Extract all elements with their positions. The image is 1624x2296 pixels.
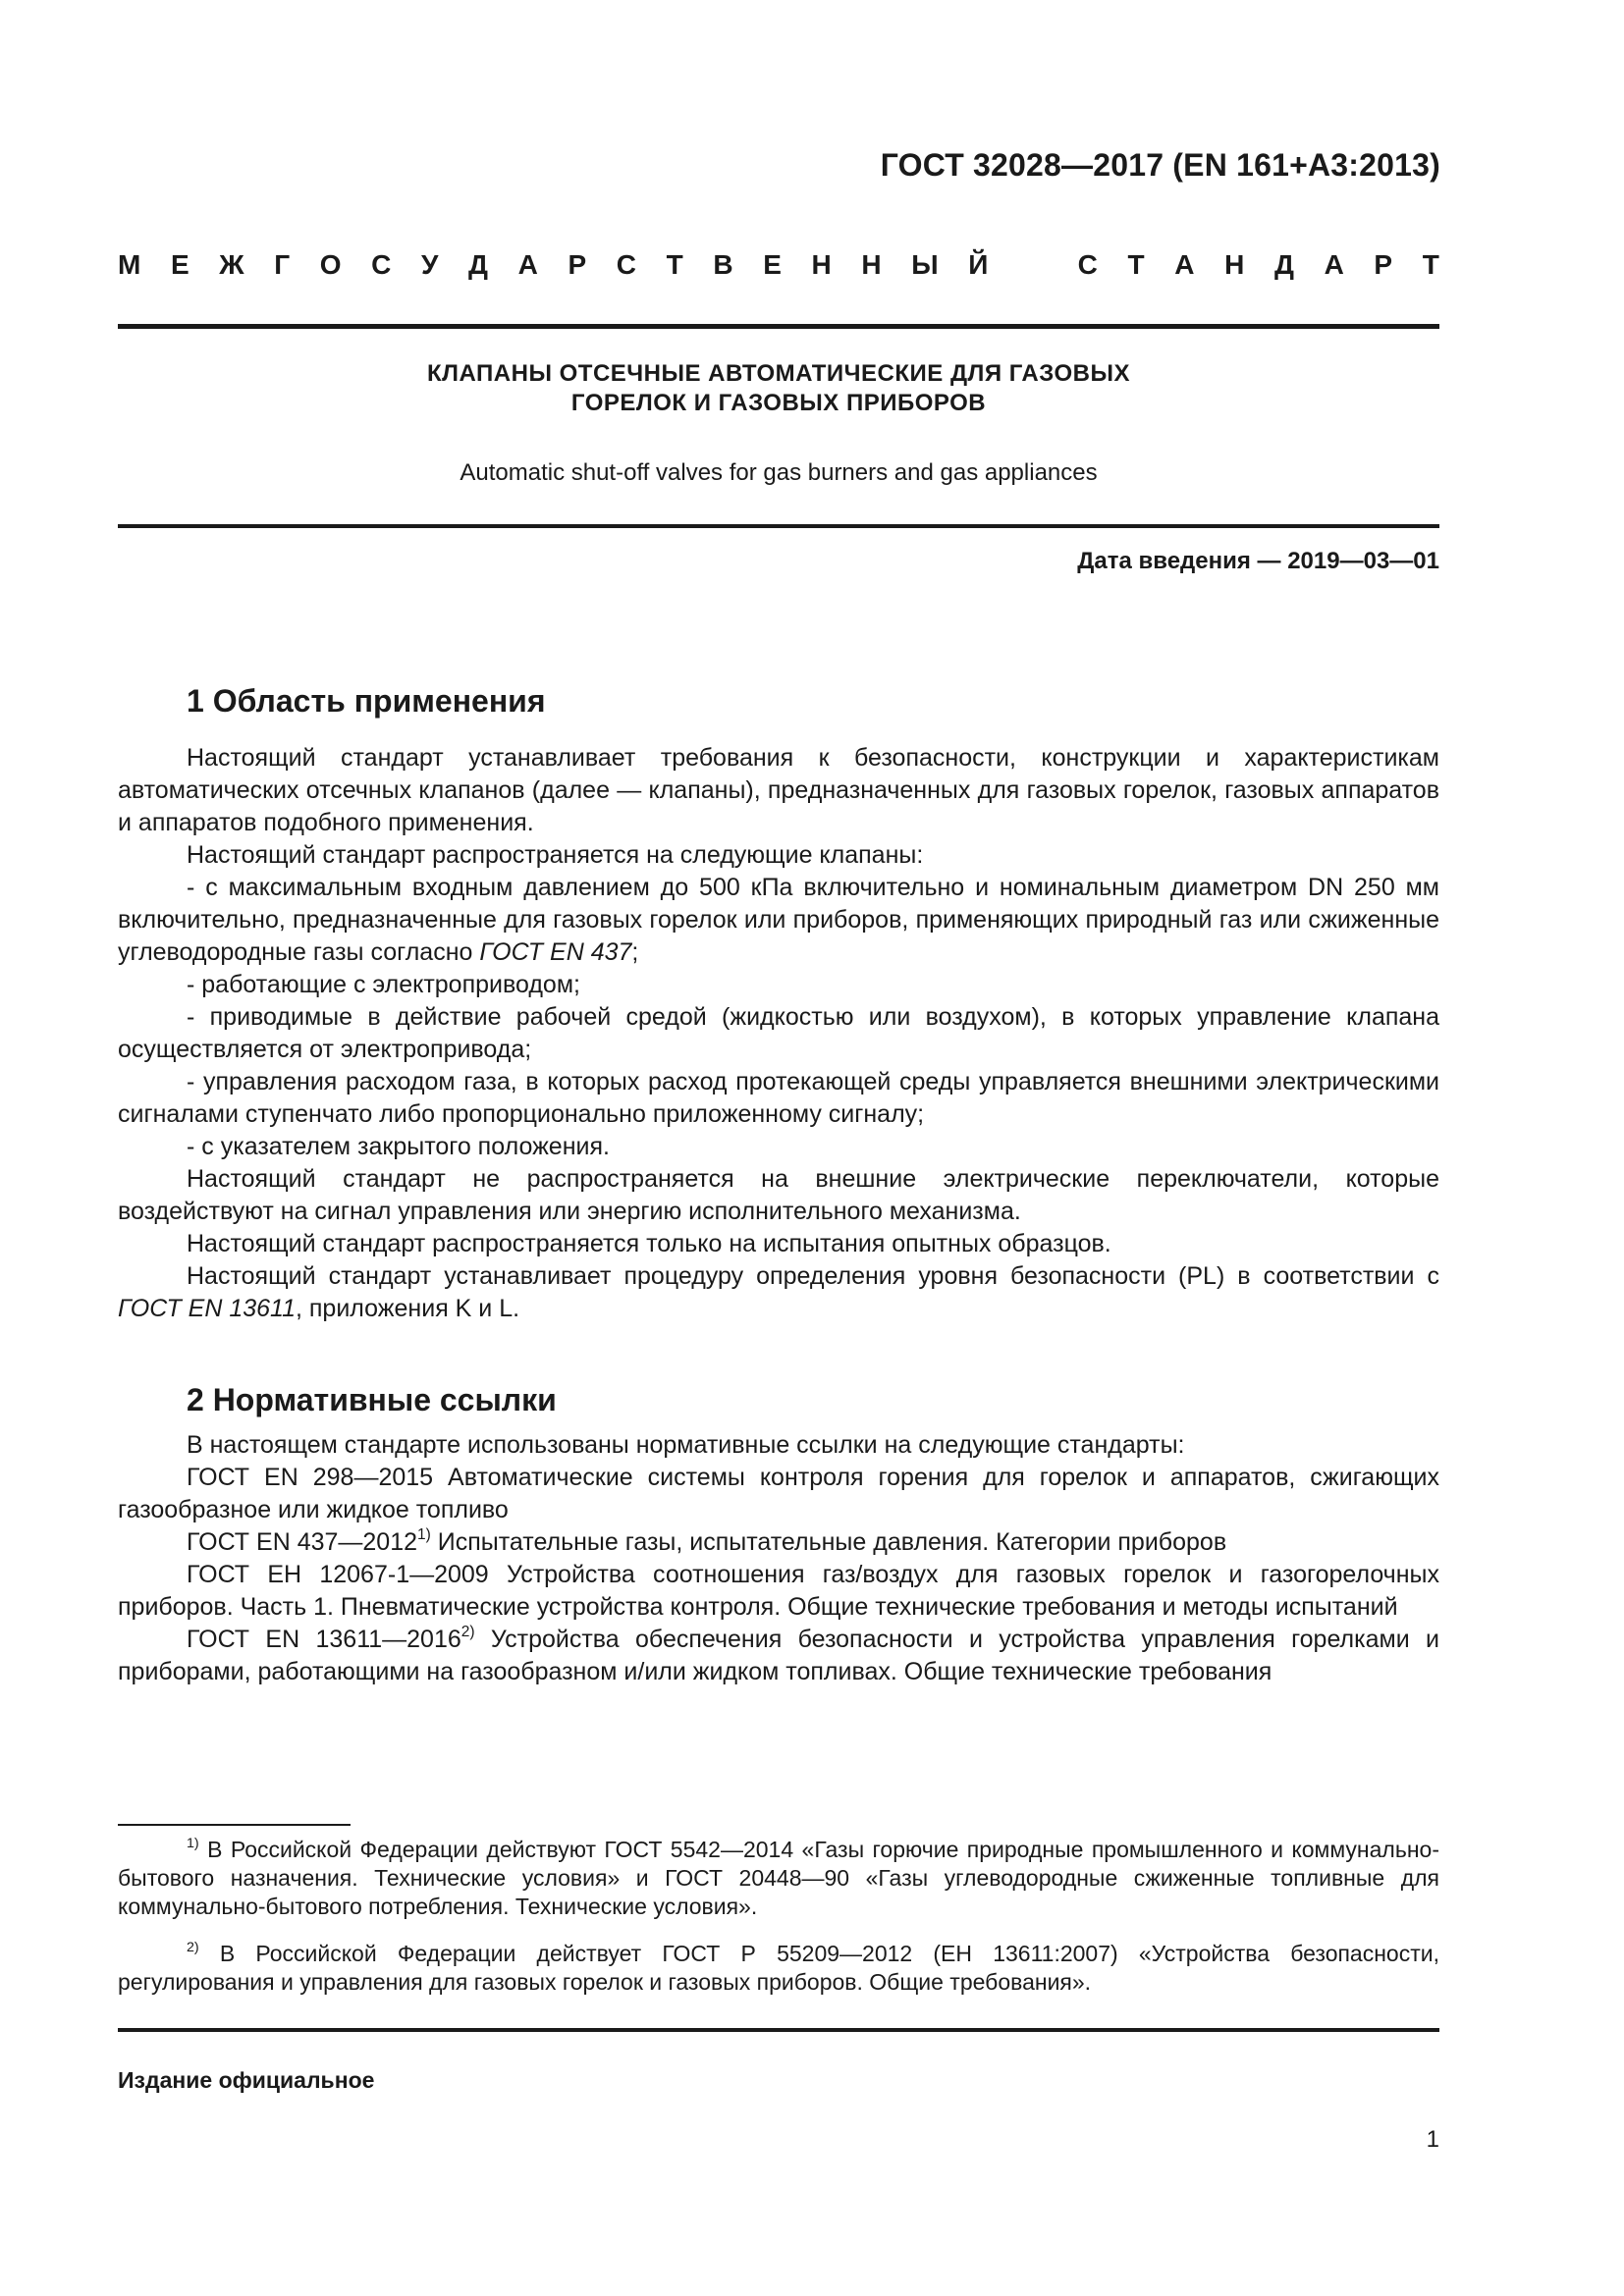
banner-letter: Н xyxy=(811,249,832,280)
banner-letter: Д xyxy=(1273,249,1294,280)
standard-type-banner xyxy=(118,249,1439,281)
section-1-body xyxy=(118,742,1439,1325)
footnote-1: $^{1)}$ В Российской Федерации действуют ГОСТ 5542—2014 «Газы горючие природные промышленного и коммунально-бытового назначения. Технические условия» и ГОСТ 20448—90 «Газы углеводородные сжиженные топливные для коммунально-бытового потребления. Технические условия». xyxy=(118,1836,1439,1919)
banner-letter: Е xyxy=(170,249,189,280)
reference-link: ГОСТ EN 437 xyxy=(479,938,632,966)
bottom-rule xyxy=(118,2028,1439,2032)
title-line-2: ГОРЕЛОК И ГАЗОВЫХ ПРИБОРОВ xyxy=(570,390,987,416)
list-item: - с указателем закрытого положения. xyxy=(187,1133,610,1160)
banner-letter: Ы xyxy=(911,249,939,280)
banner-gap xyxy=(1018,249,1048,281)
banner-letter: В xyxy=(713,249,733,280)
banner-letter: М xyxy=(118,249,141,280)
top-rule xyxy=(118,324,1439,329)
reference-link: ГОСТ EN 13611 xyxy=(118,1295,296,1322)
paragraph: Настоящий стандарт устанавливает требования к безопасности, конструкции и характеристикам автоматических отсечных клапанов (далее — клапаны), предназначенных для газовых горелок, газовых аппаратов и аппаратов подобного применения. xyxy=(118,744,1439,836)
official-edition-label: Издание официальное xyxy=(118,2067,375,2093)
paragraph: Настоящий стандарт не распространяется на внешние электрические переключатели, которые воздействуют на сигнал управления или энергию исполнительного механизма. xyxy=(118,1165,1439,1225)
banner-letter: С xyxy=(371,249,392,280)
banner-letter: Т xyxy=(666,249,683,280)
footnote-separator xyxy=(118,1824,351,1826)
footnote-marker: 1) xyxy=(187,1836,199,1852)
banner-letter: Е xyxy=(763,249,782,280)
footnote-marker: 1) xyxy=(417,1526,431,1544)
banner-letter: А xyxy=(1324,249,1344,280)
page-number: 1 xyxy=(1426,2126,1439,2153)
document-number: ГОСТ 32028—2017 (EN 161+A3:2013) xyxy=(880,147,1440,183)
banner-letter: А xyxy=(1174,249,1195,280)
english-title: Automatic shut-off valves for gas burners and gas appliances xyxy=(460,459,1098,486)
banner-letter: Н xyxy=(1224,249,1245,280)
banner-letter: Р xyxy=(568,249,587,280)
paragraph: Настоящий стандарт распространяется на следующие клапаны: xyxy=(187,841,924,869)
list-item: - работающие с электроприводом; xyxy=(187,971,580,998)
section-2-body xyxy=(118,1429,1439,1688)
reference-entry: ГОСТ ЕН 12067-1—2009 Устройства соотношения газ/воздух для газовых горелок и газогорелочных приборов. Часть 1. Пневматические устройства контроля. Общие технические требования и методы испытаний xyxy=(118,1561,1439,1621)
banner-letter: О xyxy=(319,249,342,280)
banner-letter: С xyxy=(616,249,636,280)
banner-letter: А xyxy=(517,249,538,280)
footnote-2: $^{2)}$ В Российской Федерации действует ГОСТ Р 55209—2012 (ЕН 13611:2007) «Устройства безопасности, регулирования и управления для газовых горелок и газовых приборов. Общие требования». xyxy=(118,1940,1439,1995)
banner-letter: У xyxy=(420,249,439,280)
banner-letter: Й xyxy=(968,249,989,280)
introduction-date: Дата введения — 2019—03—01 xyxy=(1077,548,1439,574)
footnote-marker: 2) xyxy=(460,1624,475,1641)
section-1-heading: 1 Область применения xyxy=(187,683,546,719)
banner-letter: Т xyxy=(1422,249,1439,280)
banner-letter: Т xyxy=(1127,249,1145,280)
list-item: - управления расходом газа, в которых расход протекающей среды управляется внешними электрическими сигналами ступенчато либо пропорционально приложенному сигналу; xyxy=(118,1068,1439,1128)
footnote-marker: 2) xyxy=(187,1940,199,1956)
paragraph: В настоящем стандарте использованы нормативные ссылки на следующие стандарты: xyxy=(187,1431,1185,1459)
banner-letter: Р xyxy=(1374,249,1393,280)
banner-letter: С xyxy=(1077,249,1098,280)
reference-entry: ГОСТ EN 437—2012$^{1)}$ Испытательные газы, испытательные давления. Категории приборов xyxy=(187,1526,1227,1556)
reference-entry: ГОСТ EN 298—2015 Автоматические системы контроля горения для горелок и аппаратов, сжигающих газообразное или жидкое топливо xyxy=(118,1464,1439,1523)
document-title xyxy=(118,359,1439,418)
banner-letter: Г xyxy=(274,249,291,280)
paragraph: Настоящий стандарт распространяется только на испытания опытных образцов. xyxy=(187,1230,1111,1257)
list-item: - приводимые в действие рабочей средой (жидкостью или воздухом), в которых управление клапана осуществляется от электропривода; xyxy=(118,1003,1439,1063)
paragraph: Настоящий стандарт устанавливает процедуру определения уровня безопасности (PL) в соответствии с ГОСТ EN 13611, приложения K и L. xyxy=(118,1262,1439,1322)
title-line-1: КЛАПАНЫ ОТСЕЧНЫЕ АВТОМАТИЧЕСКИЕ ДЛЯ ГАЗОВЫХ xyxy=(427,360,1130,387)
banner-letter: Ж xyxy=(219,249,244,280)
reference-entry: ГОСТ EN 13611—2016$^{2)}$ Устройства обеспечения безопасности и устройства управления горелками и приборами, работающими на газообразном и/или жидком топливах. Общие технические требования xyxy=(118,1624,1439,1685)
banner-letter: Н xyxy=(861,249,882,280)
section-2-heading: 2 Нормативные ссылки xyxy=(187,1382,557,1417)
list-item: - с максимальным входным давлением до 500 кПа включительно и номинальным диаметром DN 250 мм включительно, предназначенные для газовых горелок или приборов, применяющих природный газ или сжиженные углеводородные газы согласно ГОСТ EN 437; xyxy=(118,874,1439,966)
title-rule xyxy=(118,524,1439,528)
banner-letter: Д xyxy=(468,249,488,280)
